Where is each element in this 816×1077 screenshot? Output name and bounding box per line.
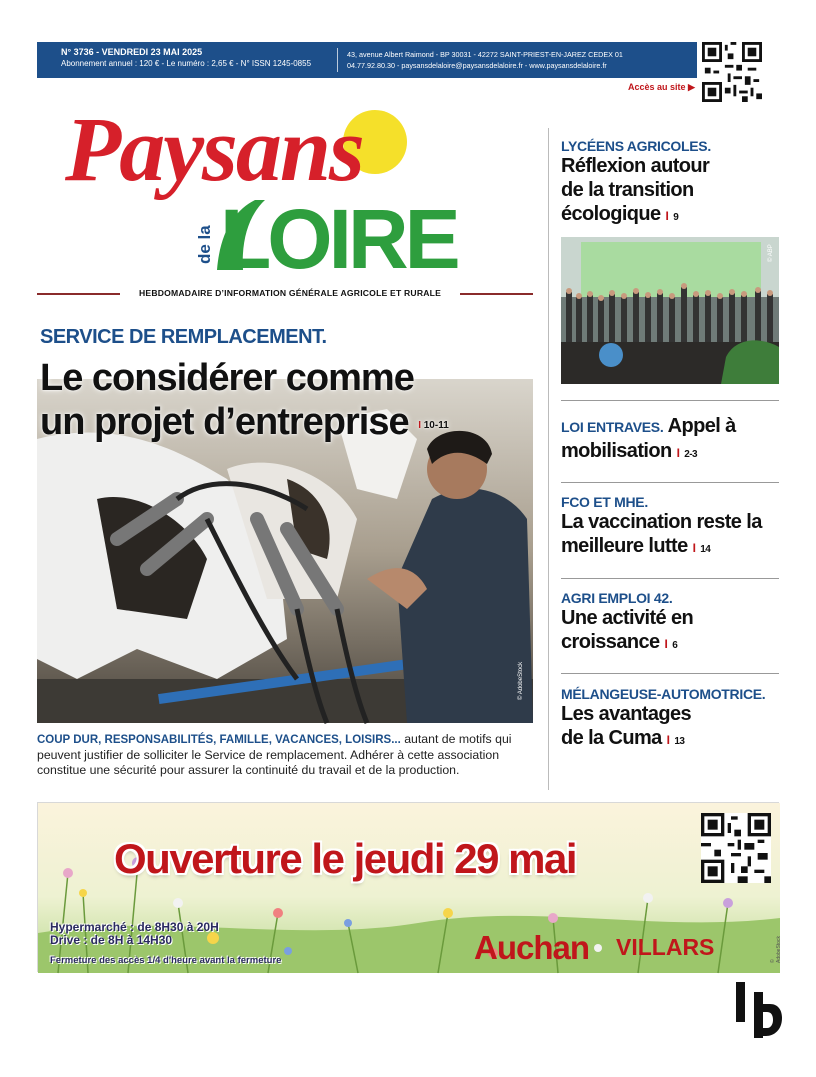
publisher-mark-icon <box>736 982 782 1038</box>
logo-word-loire: LOIRE <box>220 192 457 286</box>
lead-highlight: COUP DUR, RESPONSABILITÉS, FAMILLE, VACANCES, LOISIRS... <box>37 734 401 746</box>
logo-word-dela: de la <box>195 225 214 264</box>
lead-text: autant de motifs qui peuvent justifier de solliciter le Service de remplacement. Adhérer à cette association constitue une sécurité pour assurer la continuité du travail et de la production. <box>37 732 512 777</box>
side-story-3[interactable] <box>561 494 781 562</box>
headline-line-1: Le considérer comme <box>40 357 414 399</box>
side-story-4[interactable] <box>561 590 781 658</box>
side-story-photo[interactable] <box>561 237 779 384</box>
subscription-line: Abonnement annuel : 120 € - Le numéro : 2,65 € - N° ISSN 1245-0855 <box>61 59 312 68</box>
side-story-title: LOI ENTRAVES. Appel à mobilisation I 2-3 <box>561 415 736 462</box>
side-story-title: Une activité en croissance I 6 <box>561 607 694 653</box>
side-story-5[interactable] <box>561 686 781 754</box>
side-divider-2 <box>561 482 779 483</box>
side-divider-4 <box>561 673 779 674</box>
hours-hypermarche: Hypermarché : de 8H30 à 20H <box>50 920 219 934</box>
main-story-lead <box>37 732 533 778</box>
address-line: 43, avenue Albert Raimond - BP 30031 - 42272 SAINT-PRIEST-EN-JAREZ CEDEX 01 <box>347 50 623 59</box>
ad-location: VILLARS <box>616 934 715 960</box>
auchan-logo: Auchan <box>474 929 590 966</box>
column-divider <box>548 128 549 790</box>
main-story-kicker: SERVICE DE REMPLACEMENT. <box>40 326 327 348</box>
main-story-headline[interactable] <box>40 356 449 454</box>
ad-closing-note: Fermeture des accès 1/4 d'heure avant la fermeture <box>50 955 282 966</box>
side-story-kicker: FCO ET MHE. <box>561 494 648 510</box>
publisher-contact <box>347 49 623 71</box>
side-story-kicker: MÉLANGEUSE-AUTOMOTRICE. <box>561 686 766 702</box>
side-story-2[interactable] <box>561 414 781 467</box>
side-story-title: Les avantages de la Cuma I 13 <box>561 703 692 749</box>
ad-opening-title: Ouverture le jeudi 29 mai <box>114 835 577 882</box>
logo-word-paysans: Paysans <box>65 98 363 200</box>
ad-qr-code-icon[interactable] <box>700 813 772 883</box>
side-photo-credit: © ABP <box>768 244 774 262</box>
contact-line: 04.77.92.80.30 - paysansdelaloire@paysansdelaloire.fr - www.paysansdelaloire.fr <box>347 61 607 70</box>
ad-opening-hours <box>50 921 219 947</box>
main-photo-credit: © AdobeStock <box>518 661 524 700</box>
tagline-rule-left <box>37 293 120 295</box>
hours-drive: Drive : de 8H à 14H30 <box>50 933 173 947</box>
side-story-title: La vaccination reste la meilleure lutte I 14 <box>561 511 762 557</box>
headline-page-ref: I 10-11 <box>418 420 449 431</box>
issue-line: N° 3736 - VENDREDI 23 MAI 2025 <box>61 47 203 57</box>
masthead-logo <box>45 92 535 286</box>
tagline-rule-right <box>460 293 533 295</box>
auchan-advertisement[interactable] <box>37 802 782 972</box>
side-story-kicker: AGRI EMPLOI 42. <box>561 590 673 606</box>
side-story-1[interactable] <box>561 138 781 230</box>
banner-divider <box>337 48 338 72</box>
site-access-link[interactable]: Accès au site ▶ <box>628 82 695 92</box>
tagline: HEBDOMADAIRE D’INFORMATION GÉNÉRALE AGRICOLE ET RURALE <box>138 288 442 298</box>
side-story-title: Réflexion autour de la transition écologique I 9 <box>561 155 710 225</box>
side-story-kicker: LYCÉENS AGRICOLES. <box>561 138 711 154</box>
qr-code-icon[interactable] <box>700 42 764 102</box>
issue-info <box>61 47 311 69</box>
side-divider-3 <box>561 578 779 579</box>
issue-banner <box>37 42 697 78</box>
headline-line-2: un projet d’entreprise <box>40 401 409 443</box>
side-divider-1 <box>561 400 779 401</box>
ad-credit: © AdobeStock <box>770 936 782 963</box>
